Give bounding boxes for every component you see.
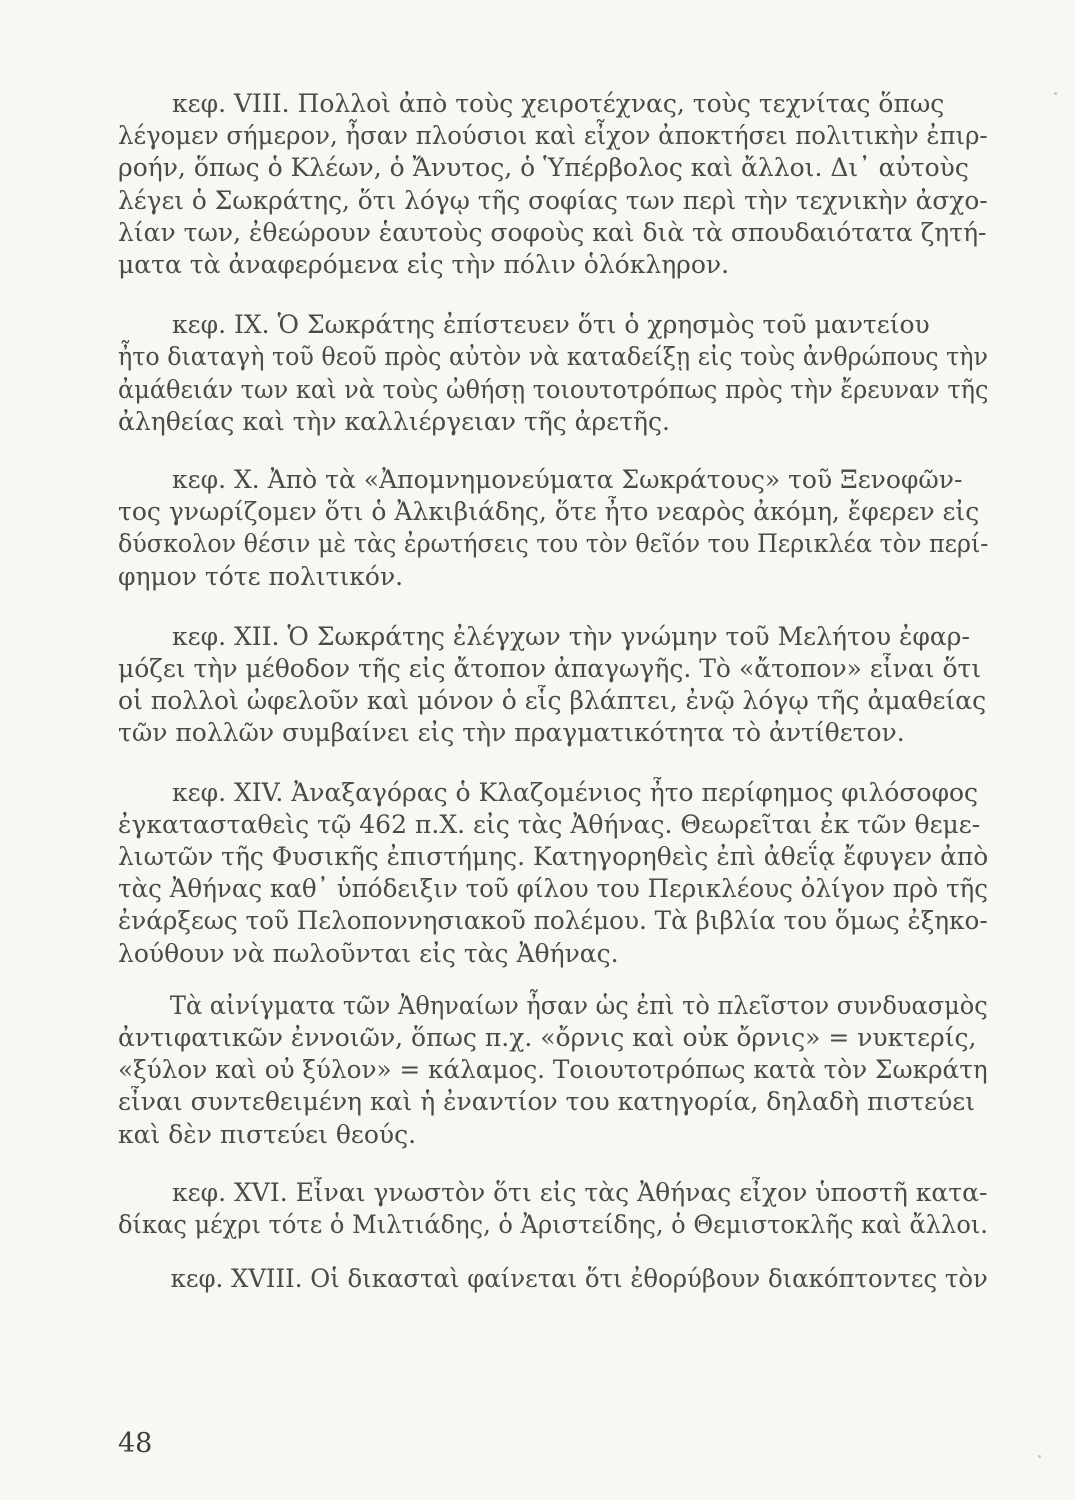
text-line: μόζει τὴν μέθοδον τῆς εἰς ἄτοπον ἀπαγωγῆς. Τὸ «ἄτοπον» εἶναι ὅτι (118, 654, 982, 684)
text-line: ἀμάθειάν των καὶ νὰ τοὺς ὠθήσῃ τοιουτοτρόπως πρὸς τὴν ἔρευναν τῆς (118, 374, 989, 404)
paper-speck (1038, 1455, 1041, 1458)
paragraph-chapter-ix (118, 309, 988, 438)
text-line: ἦτο διαταγὴ τοῦ θεοῦ πρὸς αὐτὸν νὰ καταδείξῃ εἰς τοὺς ἀνθρώπους τὴν (118, 342, 988, 372)
text-line: καὶ δὲν πιστεύει θεούς. (118, 1119, 417, 1149)
paragraph-chapter-viii (118, 88, 988, 281)
text-line: οἱ πολλοὶ ὠφελοῦν καὶ μόνον ὁ εἷς βλάπτει, ἐνῷ λόγῳ τῆς ἀμαθείας (118, 686, 987, 716)
page-number: 48 (118, 1428, 153, 1459)
paragraph-riddles (118, 990, 988, 1151)
text-line: κεφ. VIII. Πολλοὶ ἀπὸ τοὺς χειροτέχνας, τοὺς τεχνίτας ὅπως (172, 89, 945, 118)
text-line: λιωτῶν τῆς Φυσικῆς ἐπιστήμης. Κατηγορηθεὶς ἐπὶ ἀθεΐᾳ ἔφυγεν ἀπὸ (118, 842, 989, 872)
text-line: εἶναι συντεθειμένη καὶ ἡ ἐναντίον του κατηγορία, δηλαδὴ πιστεύει (118, 1087, 976, 1117)
paragraph-chapter-x (118, 464, 988, 593)
text-line: τῶν πολλῶν συμβαίνει εἰς τὴν πραγματικότητα τὸ ἀντίθετον. (118, 718, 905, 748)
text-line: λίαν των, ἐθεώρουν ἑαυτοὺς σοφοὺς καὶ διὰ τὰ σπουδαιότατα ζητή- (118, 217, 987, 247)
text-line: ματα τὰ ἀναφερόμενα εἰς τὴν πόλιν ὁλόκληρον. (118, 250, 730, 280)
text-line: τος γνωρίζομεν ὅτι ὁ Ἀλκιβιάδης, ὅτε ἦτο νεαρὸς ἀκόμη, ἔφερεν εἰς (118, 497, 980, 527)
page-body-text (118, 88, 988, 1296)
text-line: ἀντιφατικῶν ἐννοιῶν, ὅπως π.χ. «ὄρνις καὶ οὐκ ὄρνις» = νυκτερίς, (118, 1023, 977, 1053)
text-line: λέγει ὁ Σωκράτης, ὅτι λόγῳ τῆς σοφίας των περὶ τὴν τεχνικὴν ἀσχο- (118, 185, 988, 215)
text-line: λέγομεν σήμερον, ἦσαν πλούσιοι καὶ εἶχον ἀποκτήσει πολιτικὴν ἐπιρ- (118, 121, 988, 151)
text-line: κεφ. XVIII. Οἱ δικασταὶ φαίνεται ὅτι ἐθορύβουν διακόπτοντες τὸν (170, 1264, 988, 1294)
text-line: τὰς Ἀθήνας καθ᾽ ὑπόδειξιν τοῦ φίλου του Περικλέους ὀλίγον πρὸ τῆς (118, 874, 988, 904)
text-line: ἐγκατασταθεὶς τῷ 462 π.Χ. εἰς τὰς Ἀθήνας. Θεωρεῖται ἐκ τῶν θεμε- (118, 809, 981, 839)
text-line: «ξύλον καὶ οὐ ξύλον» = κάλαμος. Τοιουτοτρόπως κατὰ τὸν Σωκράτη (118, 1055, 988, 1085)
paragraph-chapter-xii (118, 621, 988, 750)
text-line: κεφ. XIV. Ἀναξαγόρας ὁ Κλαζομένιος ἦτο περίφημος φιλόσοφος (172, 777, 979, 807)
text-line: λούθουν νὰ πωλοῦνται εἰς τὰς Ἀθήνας. (118, 938, 619, 968)
text-line: δίκας μέχρι τότε ὁ Μιλτιάδης, ὁ Ἀριστείδης, ὁ Θεμιστοκλῆς καὶ ἄλλοι. (118, 1210, 988, 1240)
text-line: ἀληθείας καὶ τὴν καλλιέργειαν τῆς ἀρετῆς. (118, 406, 670, 436)
text-line: κεφ. XII. Ὁ Σωκράτης ἐλέγχων τὴν γνώμην τοῦ Μελήτου ἐφαρ- (172, 621, 970, 651)
paragraph-chapter-xiv (118, 777, 988, 970)
text-line: ἐνάρξεως τοῦ Πελοποννησιακοῦ πολέμου. Τὰ βιβλία του ὅμως ἐξηκο- (118, 906, 988, 936)
text-line: δύσκολον θέσιν μὲ τὰς ἐρωτήσεις του τὸν θεῖόν του Περικλέα τὸν περί- (118, 529, 989, 559)
text-line: Τὰ αἰνίγματα τῶν Ἀθηναίων ἦσαν ὡς ἐπὶ τὸ πλεῖστον συνδυασμὸς (169, 990, 988, 1020)
text-line: φημον τότε πολιτικόν. (118, 561, 404, 591)
text-line: κεφ. X. Ἀπὸ τὰ «Ἀπομνημονεύματα Σωκράτους» τοῦ Ξενοφῶν- (172, 465, 963, 495)
text-line: κεφ. XVI. Εἶναι γνωστὸν ὅτι εἰς τὰς Ἀθήνας εἶχον ὑποστῆ κατα- (172, 1177, 988, 1207)
paragraph-chapter-xvi (118, 1177, 988, 1241)
paper-speck (1054, 92, 1057, 95)
text-line: ροήν, ὅπως ὁ Κλέων, ὁ Ἄνυτος, ὁ Ὑπέρβολος καὶ ἄλλοι. Δι᾽ αὐτοὺς (118, 153, 969, 183)
text-line: κεφ. IX. Ὁ Σωκράτης ἐπίστευεν ὅτι ὁ χρησμὸς τοῦ μαντείου (172, 310, 930, 340)
paragraph-chapter-xviii (118, 1263, 988, 1295)
